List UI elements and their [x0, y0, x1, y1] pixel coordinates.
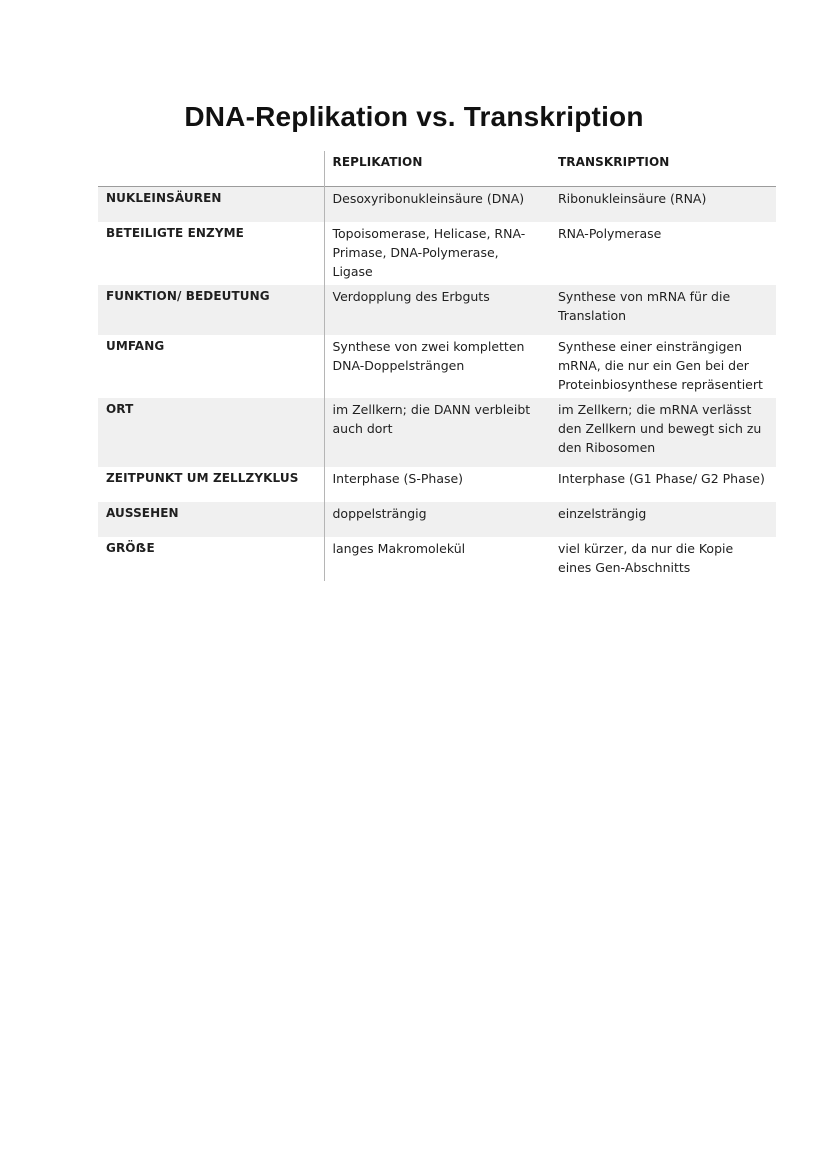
cell-replikation: Desoxyribonukleinsäure (DNA) — [324, 187, 550, 222]
cell-transkription: Synthese einer einsträngigen mRNA, die nur ein Gen bei der Proteinbiosynthese repräsentiert — [558, 338, 763, 392]
row-label: AUSSEHEN — [98, 502, 324, 537]
table-row — [98, 537, 776, 581]
table-row — [98, 222, 776, 285]
table-row — [98, 335, 776, 398]
cell-transkription: viel kürzer, da nur die Kopie eines Gen-Abschnitts — [558, 540, 734, 575]
header-replikation: REPLIKATION — [332, 155, 423, 169]
cell-replikation: Synthese von zwei kompletten DNA-Doppelsträngen — [332, 338, 525, 373]
cell-transkription: einzelsträngig — [550, 502, 776, 537]
cell-replikation: Verdopplung des Erbguts — [324, 285, 550, 335]
table-row — [98, 502, 776, 537]
cell-transkription: Ribonukleinsäure (RNA) — [550, 187, 776, 222]
table-row — [98, 398, 776, 467]
row-label: BETEILIGTE ENZYME — [98, 222, 324, 285]
row-label: UMFANG — [98, 335, 324, 398]
table-row — [98, 187, 776, 222]
cell-replikation: langes Makromolekül — [332, 540, 466, 556]
cell-replikation: doppelsträngig — [324, 502, 550, 537]
page-title: DNA-Replikation vs. Transkription — [184, 101, 644, 132]
cell-replikation: im Zellkern; die DANN verbleibt auch dort — [324, 398, 550, 467]
row-label: NUKLEINSÄUREN — [98, 187, 324, 222]
row-label: ZEITPUNKT UM ZELLZYKLUS — [98, 467, 324, 502]
cell-transkription: Synthese von mRNA für die Translation — [550, 285, 776, 335]
header-transkription: TRANSKRIPTION — [558, 155, 670, 169]
cell-replikation: Topoisomerase, Helicase, RNA-Primase, DNA-Polymerase, Ligase — [332, 225, 526, 279]
row-label: FUNKTION/ BEDEUTUNG — [98, 285, 324, 335]
cell-transkription: Interphase (G1 Phase/ G2 Phase) — [558, 470, 765, 486]
table-header-row — [98, 151, 776, 187]
comparison-table — [98, 151, 776, 581]
row-label: GRÖẞE — [98, 537, 324, 581]
table-row — [98, 467, 776, 502]
cell-transkription: im Zellkern; die mRNA verlässt den Zellkern und bewegt sich zu den Ribosomen — [550, 398, 776, 467]
cell-transkription: RNA-Polymerase — [558, 225, 662, 241]
table-row — [98, 285, 776, 335]
header-label-column — [98, 151, 324, 187]
row-label: ORT — [98, 398, 324, 467]
cell-replikation: Interphase (S-Phase) — [332, 470, 464, 486]
